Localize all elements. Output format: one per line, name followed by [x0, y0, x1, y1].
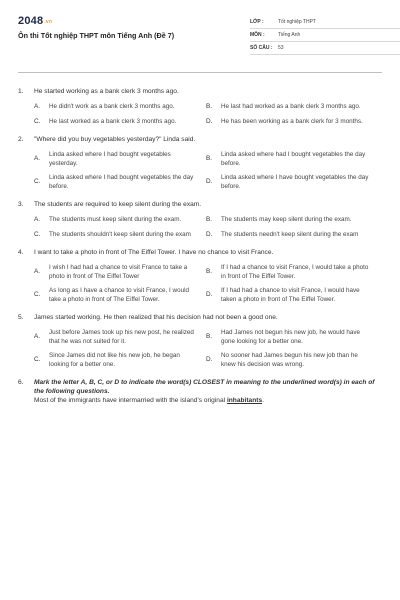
option-text: Had James not begun his new job, he would have gone looking for a better one.: [221, 329, 360, 345]
option-b[interactable]: [206, 216, 378, 225]
option-letter: D.: [206, 230, 213, 238]
question-text: I want to take a photo in front of The Eiffel Tower. I have no chance to visit France.: [34, 249, 274, 257]
question-text: James started working. He then realized that his decision had not been a good one.: [34, 314, 278, 322]
option-letter: D.: [206, 356, 213, 364]
option-text: Since James did not like his new job, he began looking for a better one.: [49, 352, 180, 368]
answer-options: [18, 329, 382, 369]
meta-key: SỐ CÂU :: [250, 44, 273, 51]
option-letter: A.: [34, 333, 41, 341]
option-text: He didn't work as a bank clerk 3 months ago.: [49, 102, 175, 110]
question-stem: [18, 379, 382, 406]
option-c[interactable]: [34, 118, 206, 127]
question-stem: [18, 314, 382, 323]
question-stem: [18, 201, 382, 210]
option-c[interactable]: [34, 287, 206, 304]
option-letter: B.: [206, 215, 213, 223]
option-letter: C.: [34, 356, 41, 364]
meta-row-class: [250, 16, 400, 29]
option-letter: D.: [206, 291, 213, 299]
option-c[interactable]: [34, 352, 206, 369]
option-text: No sooner had James begun his new job than he knew his decision was wrong.: [221, 352, 358, 368]
option-b[interactable]: [206, 329, 378, 346]
meta-key: LỚP :: [250, 18, 264, 25]
option-text: If I had a chance to visit France, I would take a photo in front of The Eiffel Tower.: [221, 264, 369, 280]
option-letter: C.: [34, 230, 41, 238]
option-a[interactable]: [34, 151, 206, 168]
option-a[interactable]: [34, 103, 206, 112]
option-letter: A.: [34, 215, 41, 223]
exam-header: [18, 12, 382, 74]
option-letter: A.: [34, 268, 41, 276]
option-letter: B.: [206, 333, 213, 341]
option-text: The students must keep silent during the exam.: [49, 216, 182, 224]
option-text: The students shouldn't keep silent during the exam: [49, 230, 191, 238]
option-b[interactable]: [206, 103, 378, 112]
exam-title: Ôn thi Tốt nghiệp THPT môn Tiếng Anh (Đề 7): [18, 31, 175, 40]
option-letter: A.: [34, 102, 41, 110]
question: [18, 379, 382, 406]
option-text: The students may keep silent during the exam.: [221, 216, 352, 224]
option-letter: B.: [206, 155, 213, 163]
option-text: As long as I have a chance to visit France, I would take a photo in front of The Eiffel Tower.: [49, 287, 190, 303]
question-text: "Where did you buy vegetables yesterday?" Linda said.: [34, 136, 196, 144]
answer-options: [18, 264, 382, 304]
option-text: Linda asked where I have bought vegetables the day before.: [221, 174, 369, 190]
question-text: He started working as a bank clerk 3 months ago.: [34, 88, 179, 95]
option-c[interactable]: [34, 231, 206, 240]
question: [18, 136, 382, 191]
option-a[interactable]: [34, 216, 206, 225]
question: [18, 249, 382, 304]
option-text: I wish I had had a chance to visit France to take a photo in front of The Eiffel Tower: [49, 264, 188, 280]
question: [18, 88, 382, 126]
instruction-text: Mark the letter A, B, C, or D to indicate the word(s) CLOSEST in meaning to the underlined word(s) in each of the following questions.: [34, 379, 375, 395]
meta-row-count: [250, 42, 400, 55]
option-letter: D.: [206, 178, 213, 186]
question-number: 3.: [18, 201, 24, 209]
option-d[interactable]: [206, 352, 378, 369]
option-b[interactable]: [206, 264, 378, 281]
meta-key: MÔN :: [250, 31, 265, 38]
question-stem: [18, 249, 382, 258]
question-number: 1.: [18, 88, 24, 95]
option-letter: D.: [206, 117, 213, 125]
option-c[interactable]: [34, 174, 206, 191]
sentence-suffix: .: [262, 396, 264, 404]
question-text: The students are required to keep silent during the exam.: [34, 201, 202, 209]
option-b[interactable]: [206, 151, 378, 168]
option-d[interactable]: [206, 287, 378, 304]
logo-text: 2048: [18, 15, 44, 27]
option-d[interactable]: [206, 118, 378, 127]
option-text: The students needn't keep silent during the exam: [221, 230, 359, 238]
answer-options: [18, 151, 382, 191]
option-d[interactable]: [206, 231, 378, 240]
question-list: [18, 88, 382, 406]
question-number: 4.: [18, 249, 24, 257]
exam-meta: [250, 16, 400, 55]
option-text: He has been working as a bank clerk for 3 months.: [221, 117, 363, 125]
question: [18, 314, 382, 369]
option-a[interactable]: [34, 329, 206, 346]
option-letter: C.: [34, 117, 41, 125]
option-text: If I had had a chance to visit France, I would have taken a photo in front of The Eiffel Tower.: [221, 287, 360, 303]
site-logo[interactable]: [18, 14, 52, 29]
answer-options: [18, 103, 382, 126]
option-text: Linda asked where had I bought vegetables the day before.: [221, 151, 366, 167]
question-stem: [18, 136, 382, 145]
meta-value: Tiếng Anh: [278, 31, 301, 38]
option-letter: A.: [34, 155, 41, 163]
option-text: Linda asked where I had bought vegetables yesterday.: [49, 151, 171, 167]
option-letter: C.: [34, 178, 41, 186]
answer-options: [18, 216, 382, 239]
option-letter: B.: [206, 268, 213, 276]
option-d[interactable]: [206, 174, 378, 191]
question-number: 6.: [18, 379, 24, 387]
question-number: 2.: [18, 136, 24, 144]
option-a[interactable]: [34, 264, 206, 281]
option-text: He last had worked as a bank clerk 3 months ago.: [221, 102, 361, 110]
meta-row-subject: [250, 29, 400, 42]
sentence-prefix: Most of the immigrants have intermarried with the island's original: [34, 396, 227, 404]
underlined-word: inhabitants: [226, 396, 263, 404]
question-number: 5.: [18, 314, 24, 322]
option-text: Just before James took up his new post, he realized that he was not suited for it.: [49, 329, 194, 345]
option-letter: C.: [34, 291, 41, 299]
header-divider: [18, 72, 382, 73]
logo-tld: .vn: [44, 19, 53, 25]
option-letter: B.: [206, 102, 213, 110]
option-text: Linda asked where I had bought vegetables the day before.: [49, 174, 194, 190]
meta-value: 53: [278, 44, 284, 51]
question-text: [34, 379, 382, 406]
meta-value: Tốt nghiệp THPT: [278, 18, 316, 25]
question-stem: [18, 88, 382, 97]
question: [18, 201, 382, 239]
option-text: He last worked as a bank clerk 3 months ago.: [49, 117, 177, 125]
